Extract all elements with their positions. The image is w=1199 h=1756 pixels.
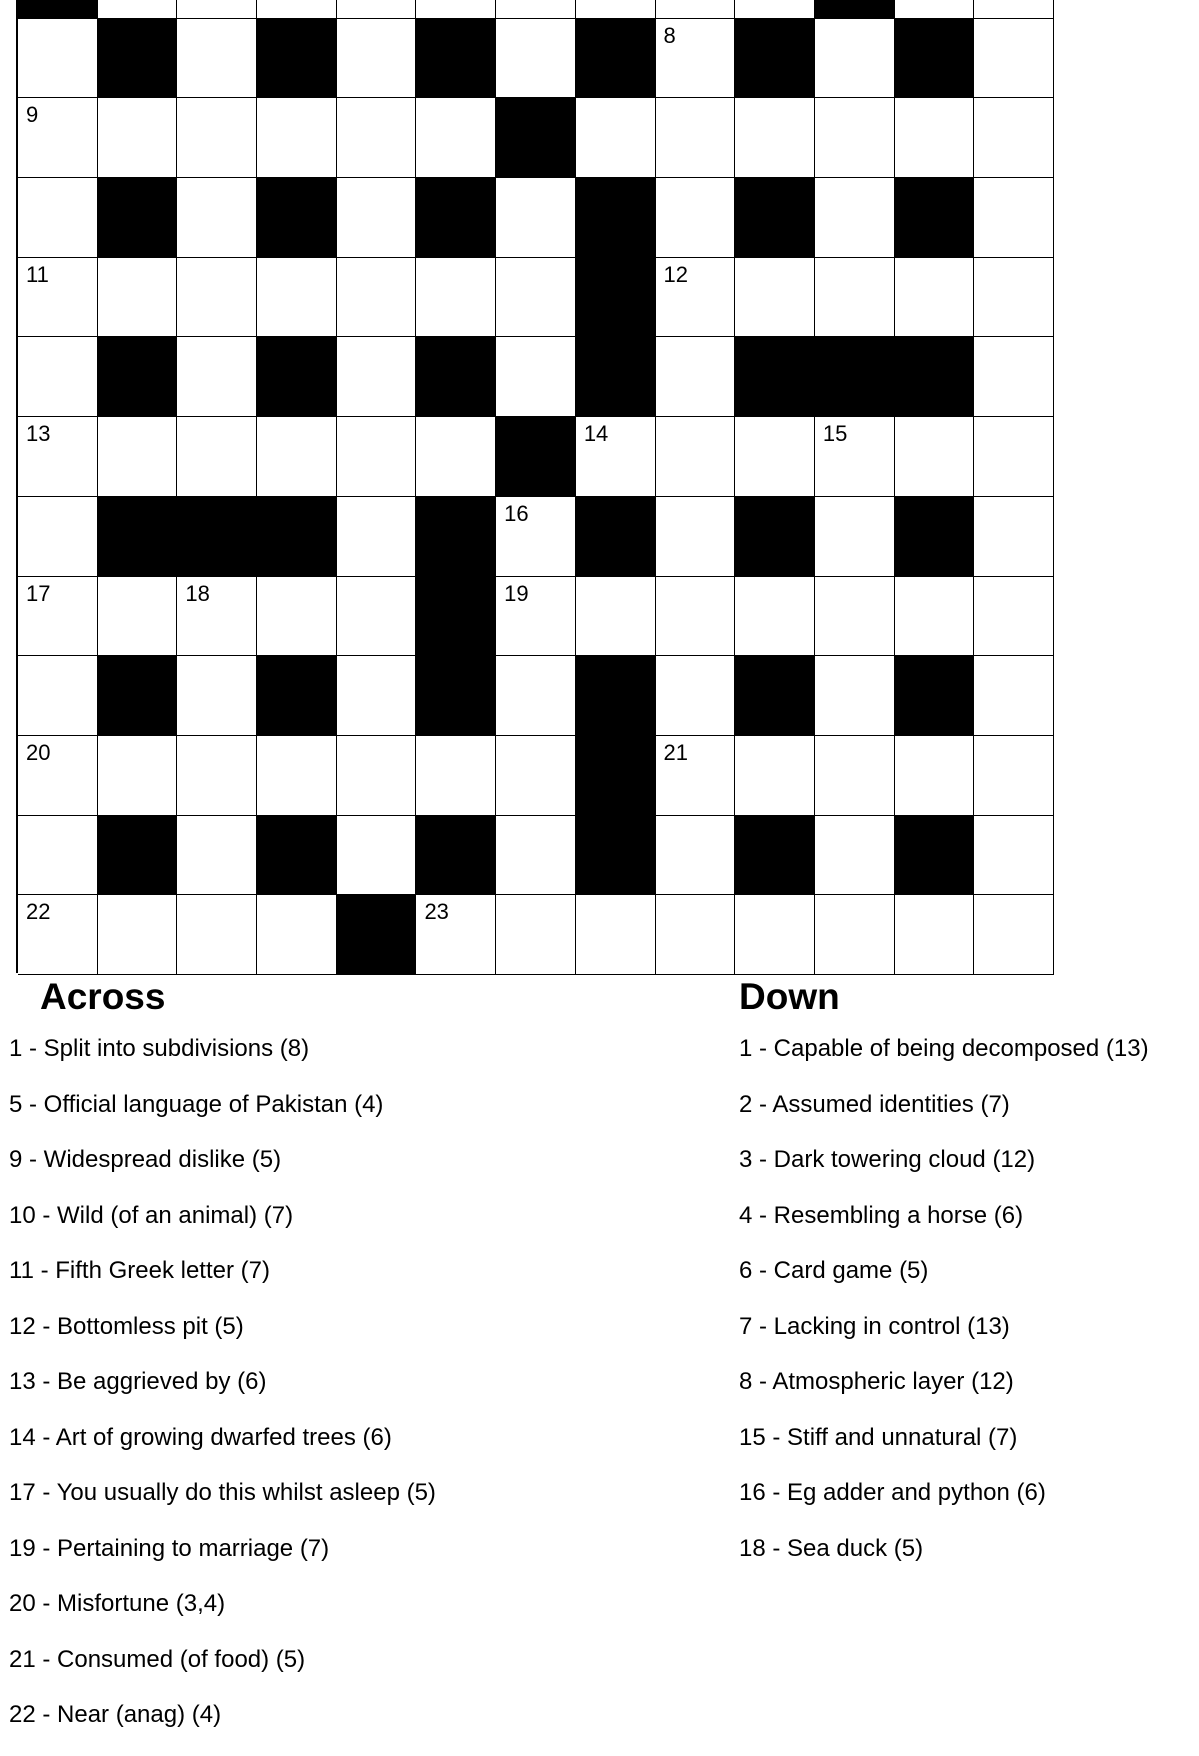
grid-cell[interactable] (496, 736, 576, 816)
grid-cell[interactable] (177, 577, 257, 657)
grid-cell[interactable] (895, 577, 975, 657)
grid-cell[interactable] (735, 417, 815, 497)
grid-cell[interactable] (257, 895, 337, 975)
grid-cell[interactable] (496, 178, 576, 258)
grid-cell[interactable] (496, 497, 576, 577)
grid-cell[interactable] (974, 337, 1054, 417)
down-heading: Down (739, 976, 840, 1017)
grid-cell[interactable] (18, 816, 98, 896)
black-square (735, 497, 815, 577)
grid-cell[interactable] (98, 577, 178, 657)
clue-number: 15 (822, 421, 848, 447)
black-square (257, 816, 337, 896)
grid-cell[interactable] (974, 98, 1054, 178)
clue-number: 14 (583, 421, 609, 447)
black-square (98, 19, 178, 99)
black-square (416, 577, 496, 657)
grid-cell[interactable] (416, 736, 496, 816)
grid-cell[interactable] (974, 577, 1054, 657)
across-clue: 21 - Consumed (of food) (5) (9, 1645, 306, 1673)
grid-cell[interactable] (656, 178, 736, 258)
grid-cell[interactable] (974, 895, 1054, 975)
grid-cell[interactable] (815, 816, 895, 896)
black-square (177, 497, 257, 577)
grid-cell[interactable] (656, 816, 736, 896)
grid-cell[interactable] (496, 816, 576, 896)
grid-cell[interactable] (735, 0, 815, 19)
grid-cell[interactable] (656, 98, 736, 178)
black-square (257, 337, 337, 417)
grid-cell[interactable] (18, 577, 98, 657)
grid-cell[interactable] (815, 497, 895, 577)
clue-number: 17 (26, 580, 51, 606)
grid-cell[interactable] (257, 0, 337, 19)
grid-cell[interactable] (974, 656, 1054, 736)
grid-cell[interactable] (337, 497, 417, 577)
grid-cell[interactable] (656, 337, 736, 417)
grid-cell[interactable] (496, 895, 576, 975)
black-square (337, 895, 417, 975)
grid-cell[interactable] (815, 258, 895, 338)
across-clue: 20 - Misfortune (3,4) (9, 1590, 226, 1617)
across-clue-list (9, 1034, 436, 1756)
grid-cell[interactable] (815, 19, 895, 99)
clue-number: 12 (663, 261, 688, 287)
across-clue: 10 - Wild (of an animal) (7) (9, 1201, 294, 1229)
grid-cell[interactable] (18, 736, 98, 816)
grid-cell[interactable] (895, 736, 975, 816)
grid-cell[interactable] (257, 258, 337, 338)
grid-cell[interactable] (496, 258, 576, 338)
grid-cell[interactable] (98, 417, 178, 497)
grid-cell[interactable] (656, 497, 736, 577)
black-square (576, 816, 656, 896)
black-square (576, 337, 656, 417)
grid-cell[interactable] (98, 98, 178, 178)
grid-cell[interactable] (177, 656, 257, 736)
grid-cell[interactable] (735, 736, 815, 816)
black-square (416, 656, 496, 736)
black-square (895, 178, 975, 258)
grid-cell[interactable] (18, 178, 98, 258)
grid-cell[interactable] (416, 417, 496, 497)
black-square (895, 656, 975, 736)
black-square (815, 0, 895, 19)
grid-cell[interactable] (18, 656, 98, 736)
grid-cell[interactable] (337, 337, 417, 417)
grid-cell[interactable] (177, 816, 257, 896)
grid-cell[interactable] (416, 0, 496, 19)
grid-cell[interactable] (257, 417, 337, 497)
clue-number: 20 (26, 739, 51, 765)
grid-cell[interactable] (496, 577, 576, 657)
grid-cell[interactable] (18, 895, 98, 975)
black-square (576, 497, 656, 577)
grid-cell[interactable] (974, 258, 1054, 338)
down-clue-list (739, 1034, 1149, 1589)
black-square (416, 497, 496, 577)
across-heading: Across (40, 976, 166, 1017)
black-square (735, 19, 815, 99)
clue-number: 9 (26, 102, 39, 128)
clue-number: 11 (26, 261, 49, 287)
black-square (257, 178, 337, 258)
black-square (98, 656, 178, 736)
black-square (576, 19, 656, 99)
black-square (416, 19, 496, 99)
grid-cell[interactable] (656, 0, 736, 19)
grid-cell[interactable] (576, 895, 656, 975)
black-square (257, 656, 337, 736)
grid-cell[interactable] (576, 98, 656, 178)
black-square (576, 178, 656, 258)
grid-cell[interactable] (895, 895, 975, 975)
across-clue: 14 - Art of growing dwarfed trees (6) (9, 1423, 392, 1451)
grid-cell[interactable] (656, 656, 736, 736)
grid-cell[interactable] (18, 417, 98, 497)
clue-number: 23 (424, 899, 449, 925)
black-square (895, 497, 975, 577)
down-clue: 15 - Stiff and unnatural (7) (739, 1423, 1018, 1451)
grid-cell[interactable] (576, 417, 656, 497)
grid-cell[interactable] (416, 98, 496, 178)
black-square (496, 417, 576, 497)
grid-cell[interactable] (337, 736, 417, 816)
grid-cell[interactable] (337, 417, 417, 497)
clue-number: 16 (504, 500, 529, 526)
black-square (576, 258, 656, 338)
grid-cell[interactable] (177, 736, 257, 816)
black-square (735, 178, 815, 258)
grid-cell[interactable] (337, 656, 417, 736)
clue-number: 13 (26, 421, 51, 447)
across-clue: 13 - Be aggrieved by (6) (9, 1368, 267, 1395)
grid-cell[interactable] (18, 98, 98, 178)
grid-cell[interactable] (177, 258, 257, 338)
down-clue: 2 - Assumed identities (7) (739, 1090, 1010, 1118)
grid-cell[interactable] (656, 19, 736, 99)
crossword-grid (16, 0, 1052, 973)
black-square (496, 98, 576, 178)
grid-cell[interactable] (815, 98, 895, 178)
down-clue: 3 - Dark towering cloud (12) (739, 1146, 1036, 1173)
black-square (98, 816, 178, 896)
grid-cell[interactable] (18, 337, 98, 417)
clue-number: 18 (185, 580, 210, 606)
grid-cell[interactable] (815, 178, 895, 258)
grid-cell[interactable] (576, 577, 656, 657)
grid-cell[interactable] (815, 577, 895, 657)
grid-cell[interactable] (656, 417, 736, 497)
grid-cell[interactable] (98, 895, 178, 975)
grid-cell[interactable] (496, 0, 576, 19)
grid-cell[interactable] (974, 816, 1054, 896)
grid-cell[interactable] (177, 178, 257, 258)
grid-cell[interactable] (98, 736, 178, 816)
grid-cell[interactable] (656, 736, 736, 816)
grid-cell[interactable] (656, 258, 736, 338)
clue-number: 22 (26, 899, 51, 925)
black-square (895, 816, 975, 896)
across-clue: 19 - Pertaining to marriage (7) (9, 1534, 330, 1562)
across-clue: 9 - Widespread dislike (5) (9, 1146, 282, 1173)
grid-cell[interactable] (656, 895, 736, 975)
down-clue: 4 - Resembling a horse (6) (739, 1201, 1024, 1229)
black-square (576, 656, 656, 736)
black-square (257, 497, 337, 577)
black-square (98, 337, 178, 417)
across-clue: 11 - Fifth Greek letter (7) (9, 1257, 270, 1284)
grid-cell[interactable] (18, 258, 98, 338)
grid-cell[interactable] (18, 19, 98, 99)
grid-cell[interactable] (815, 895, 895, 975)
grid-cell[interactable] (496, 337, 576, 417)
grid-cell[interactable] (974, 736, 1054, 816)
grid-cell[interactable] (177, 19, 257, 99)
grid-cell[interactable] (974, 417, 1054, 497)
grid-cell[interactable] (974, 178, 1054, 258)
black-square (735, 816, 815, 896)
grid-cell[interactable] (895, 417, 975, 497)
grid-cell[interactable] (974, 497, 1054, 577)
black-square (735, 337, 815, 417)
black-square (98, 178, 178, 258)
down-clue: 8 - Atmospheric layer (12) (739, 1368, 1014, 1395)
grid-cell[interactable] (98, 258, 178, 338)
grid-cell[interactable] (735, 577, 815, 657)
down-clue: 7 - Lacking in control (13) (739, 1312, 1010, 1340)
clue-number: 8 (663, 22, 676, 48)
grid-cell[interactable] (337, 816, 417, 896)
down-clue: 18 - Sea duck (5) (739, 1534, 924, 1562)
black-square (257, 19, 337, 99)
grid-cell[interactable] (735, 895, 815, 975)
grid-cell[interactable] (337, 98, 417, 178)
grid-cell[interactable] (895, 98, 975, 178)
grid-cell[interactable] (974, 0, 1054, 19)
across-clue: 1 - Split into subdivisions (8) (9, 1035, 310, 1062)
grid-cell[interactable] (98, 0, 178, 19)
across-clue: 5 - Official language of Pakistan (4) (9, 1090, 384, 1118)
black-square (416, 816, 496, 896)
grid-cell[interactable] (177, 98, 257, 178)
grid-cell[interactable] (416, 258, 496, 338)
grid-cell[interactable] (815, 656, 895, 736)
grid-cell[interactable] (496, 19, 576, 99)
grid-cell[interactable] (18, 497, 98, 577)
clue-number: 21 (663, 739, 688, 765)
grid-cell[interactable] (337, 0, 417, 19)
black-square (576, 736, 656, 816)
clue-number: 19 (504, 580, 529, 606)
down-clue: 6 - Card game (5) (739, 1257, 929, 1284)
black-square (416, 337, 496, 417)
grid-cell[interactable] (177, 895, 257, 975)
grid-cell[interactable] (177, 337, 257, 417)
black-square (735, 656, 815, 736)
black-square (18, 0, 98, 19)
grid-cell[interactable] (337, 258, 417, 338)
black-square (895, 337, 975, 417)
across-clue: 12 - Bottomless pit (5) (9, 1312, 244, 1340)
grid-cell[interactable] (337, 19, 417, 99)
grid-cell[interactable] (815, 417, 895, 497)
grid-cell[interactable] (974, 19, 1054, 99)
grid-cell[interactable] (496, 656, 576, 736)
grid-cell[interactable] (257, 98, 337, 178)
black-square (416, 178, 496, 258)
black-square (98, 497, 178, 577)
down-clue: 16 - Eg adder and python (6) (739, 1479, 1046, 1506)
grid-cell[interactable] (416, 895, 496, 975)
black-square (815, 337, 895, 417)
down-clue: 1 - Capable of being decomposed (13) (739, 1035, 1149, 1062)
grid-cell[interactable] (895, 0, 975, 19)
grid-cell[interactable] (656, 577, 736, 657)
grid-cell[interactable] (815, 736, 895, 816)
grid-cell[interactable] (337, 577, 417, 657)
across-clue: 22 - Near (anag) (4) (9, 1701, 222, 1728)
grid-cell[interactable] (257, 736, 337, 816)
grid-cell[interactable] (735, 98, 815, 178)
grid-cell[interactable] (177, 0, 257, 19)
across-clue: 17 - You usually do this whilst asleep (5) (9, 1479, 436, 1506)
grid-cell[interactable] (337, 178, 417, 258)
grid-cell[interactable] (735, 258, 815, 338)
grid-cell[interactable] (576, 0, 656, 19)
black-square (895, 19, 975, 99)
grid-cell[interactable] (177, 417, 257, 497)
grid-cell[interactable] (895, 258, 975, 338)
grid-cell[interactable] (257, 577, 337, 657)
